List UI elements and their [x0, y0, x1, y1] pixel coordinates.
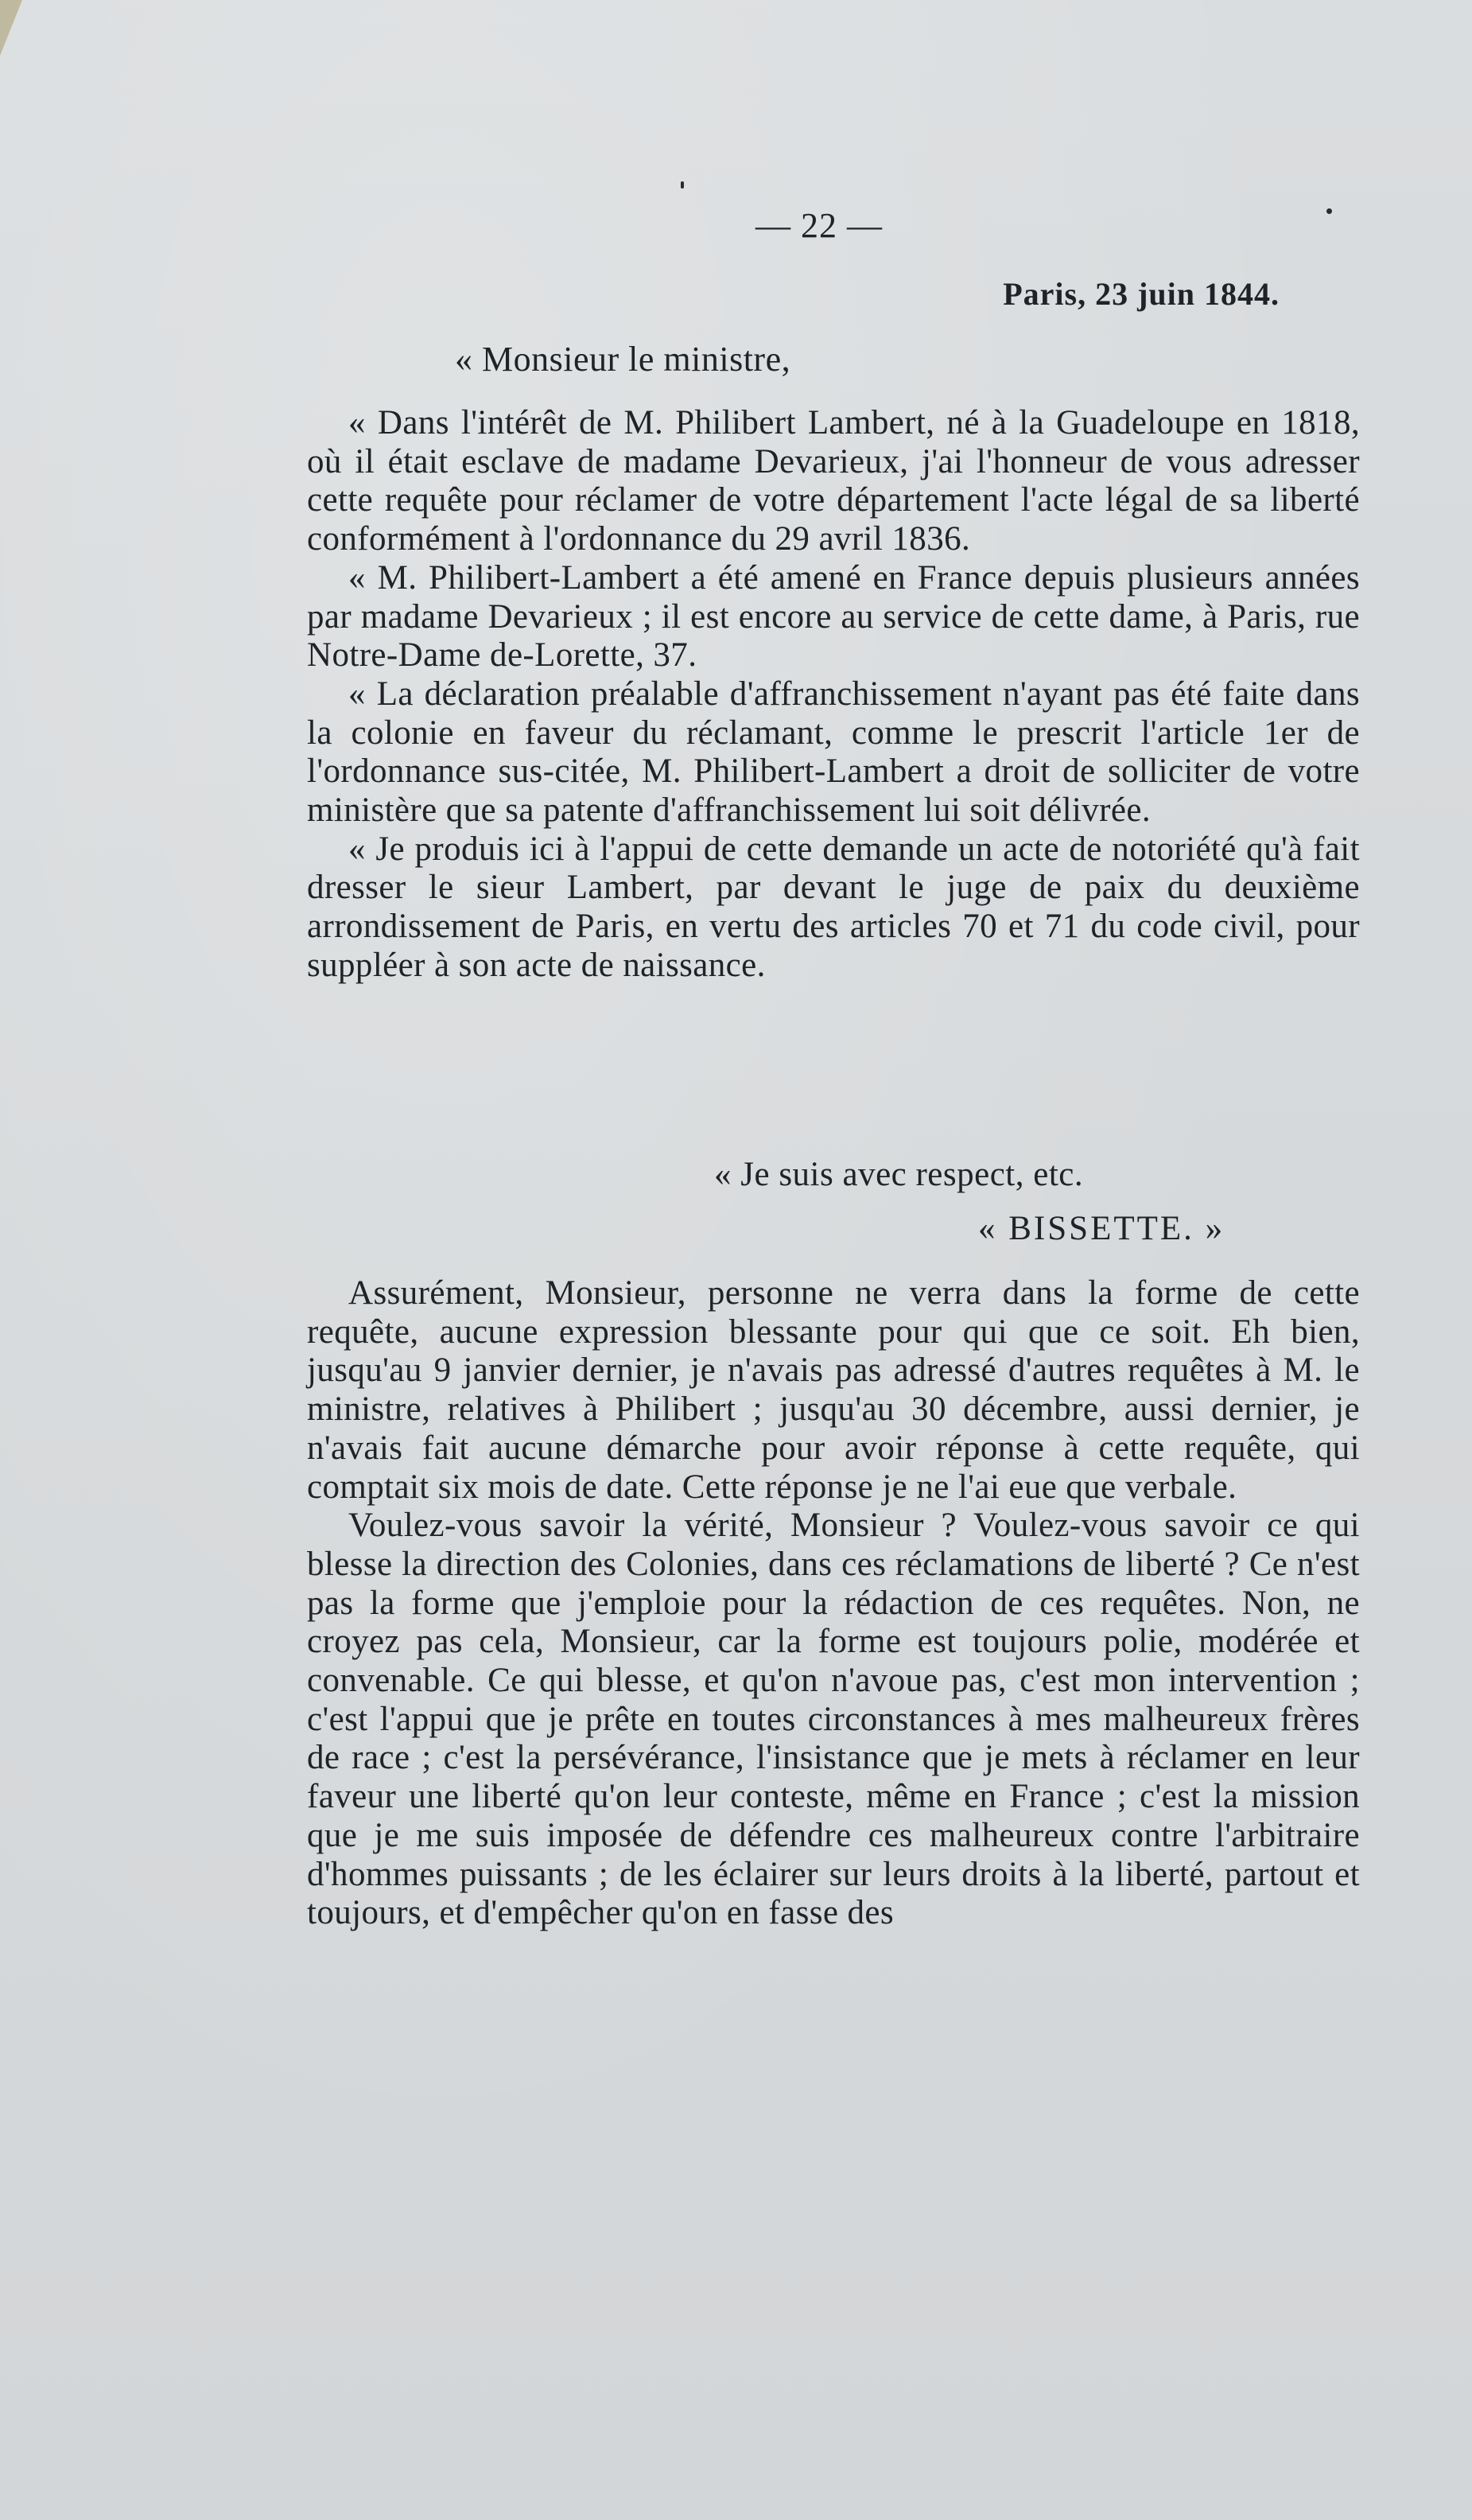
letter-paragraph: « Je produis ici à l'appui de cette demande un acte de notoriété qu'à fait dresser le sieur Lambert, par devant le juge de paix du deuxième arrondissement de Paris, en vertu des articles 70 et 71 du code civil, pour suppléer à son acte de naissance. — [307, 830, 1360, 984]
commentary-paragraph: Voulez-vous savoir la vérité, Monsieur ? Voulez-vous savoir ce qui blesse la direction des Colonies, dans ces réclamations de liberté ? Ce n'est pas la forme que j'emploie pour la rédaction de ces requêtes. Non, ne croyez pas cela, Monsieur, car la forme est toujours polie, modérée et convenable. Ce qui blesse, et qu'on n'avoue pas, c'est mon intervention ; c'est l'appui que je prête en toutes circonstances à mes malheureux frères de race ; c'est la persévérance, l'insistance que je mets à réclamer en leur faveur une liberté qu'on leur conteste, même en France ; c'est la mission que je me suis imposée de défendre ces malheureux contre l'arbitraire d'hommes puissants ; de les éclairer sur leurs droits à la liberté, partout et toujours, et d'empêcher qu'on en fasse des — [307, 1507, 1360, 1932]
letter-closing: « Je suis avec respect, etc. — [714, 1156, 1084, 1193]
ink-speck — [681, 181, 684, 189]
letter-paragraph: « Dans l'intérêt de M. Philibert Lambert, né à la Guadeloupe en 1818, où il était esclave de madame Devarieux, j'ai l'honneur de vous adresser cette requête pour réclamer de votre département l'acte légal de sa liberté conformément à l'ordonnance du 29 avril 1836. — [307, 404, 1360, 558]
letter-dateline: Paris, 23 juin 1844. — [1003, 276, 1280, 312]
commentary-paragraph: Assurément, Monsieur, personne ne verra dans la forme de cette requête, aucune expression blessante pour qui que ce soit. Eh bien, jusqu'au 9 janvier dernier, je n'avais pas adressé d'autres requêtes à M. le ministre, relatives à Philibert ; jusqu'au 30 décembre, aussi dernier, je n'avais fait aucune démarche pour avoir réponse à cette requête, qui comptait six mois de date. Cette réponse je ne l'ai eue que verbale. — [307, 1274, 1360, 1506]
letter-signature: « BISSETTE. » — [978, 1210, 1225, 1247]
letter-body — [307, 404, 1360, 986]
letter-salutation: « Monsieur le ministre, — [455, 340, 791, 379]
letter-paragraph: « La déclaration préalable d'affranchissement n'ayant pas été faite dans la colonie en faveur du réclamant, comme le prescrit l'article 1er de l'ordonnance sus-citée, M. Philibert-Lambert a droit de solliciter de votre ministère que sa patente d'affranchissement lui soit délivrée. — [307, 675, 1360, 830]
letter-paragraph: « M. Philibert-Lambert a été amené en France depuis plusieurs années par madame Devarieux ; il est encore au service de cette dame, à Paris, rue Notre-Dame de-Lorette, 37. — [307, 558, 1360, 675]
page-number: — 22 — — [755, 206, 883, 245]
commentary-body — [307, 1274, 1360, 1933]
page-corner-stain — [0, 0, 22, 56]
